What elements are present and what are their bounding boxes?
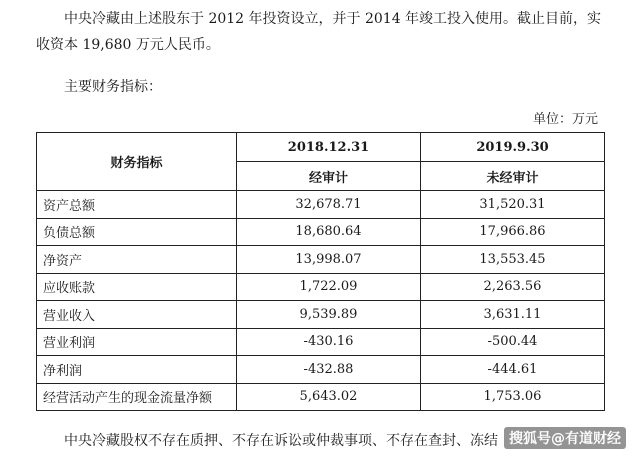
watermark: 搜狐号@有道财经 [504, 427, 626, 449]
header-date-2019: 2019.9.30 [421, 133, 605, 162]
header-date-2018: 2018.12.31 [237, 133, 421, 162]
footer-paragraph: 中央冷藏股权不存在质押、不存在诉讼或仲裁事项、不存在查封、冻结 [64, 433, 498, 449]
unit-label: 单位：万元 [532, 112, 598, 127]
value-2018: 9,539.89 [237, 301, 421, 329]
value-2018: 1,722.09 [237, 273, 421, 301]
row-label: 资产总额 [37, 191, 237, 219]
header-status-2019: 未经审计 [421, 162, 605, 191]
value-2019: 13,553.45 [421, 246, 605, 274]
row-label: 营业收入 [37, 301, 237, 329]
value-2018: -432.88 [237, 356, 421, 384]
row-label: 经营活动产生的现金流量净额 [37, 383, 237, 411]
header-metric: 财务指标 [37, 133, 237, 191]
table-row [37, 383, 605, 411]
value-2019: 17,966.86 [421, 218, 605, 246]
value-2018: 18,680.64 [237, 218, 421, 246]
value-2018: -430.16 [237, 328, 421, 356]
value-2019: 3,631.11 [421, 301, 605, 329]
table-row [37, 218, 605, 246]
value-2019: 2,263.56 [421, 273, 605, 301]
value-2019: 31,520.31 [421, 191, 605, 219]
table-row [37, 246, 605, 274]
row-label: 营业利润 [37, 328, 237, 356]
section-heading: 主要财务指标： [64, 79, 162, 95]
table-row [37, 356, 605, 384]
row-label: 应收账款 [37, 273, 237, 301]
value-2019: -500.44 [421, 328, 605, 356]
value-2019: -444.61 [421, 356, 605, 384]
value-2018: 13,998.07 [237, 246, 421, 274]
header-row-dates [37, 133, 605, 162]
financial-table [36, 132, 605, 411]
value-2018: 32,678.71 [237, 191, 421, 219]
table-row [37, 273, 605, 301]
table-row [37, 191, 605, 219]
intro-paragraph: 中央冷藏由上述股东于 2012 年投资设立，并于 2014 年竣工投入使用。截止目前，实收资本 19,680 万元人民币。 [36, 11, 602, 53]
value-2018: 5,643.02 [237, 383, 421, 411]
table-row [37, 301, 605, 329]
table-row [37, 328, 605, 356]
value-2019: 1,753.06 [421, 383, 605, 411]
row-label: 净利润 [37, 356, 237, 384]
row-label: 负债总额 [37, 218, 237, 246]
row-label: 净资产 [37, 246, 237, 274]
header-status-2018: 经审计 [237, 162, 421, 191]
